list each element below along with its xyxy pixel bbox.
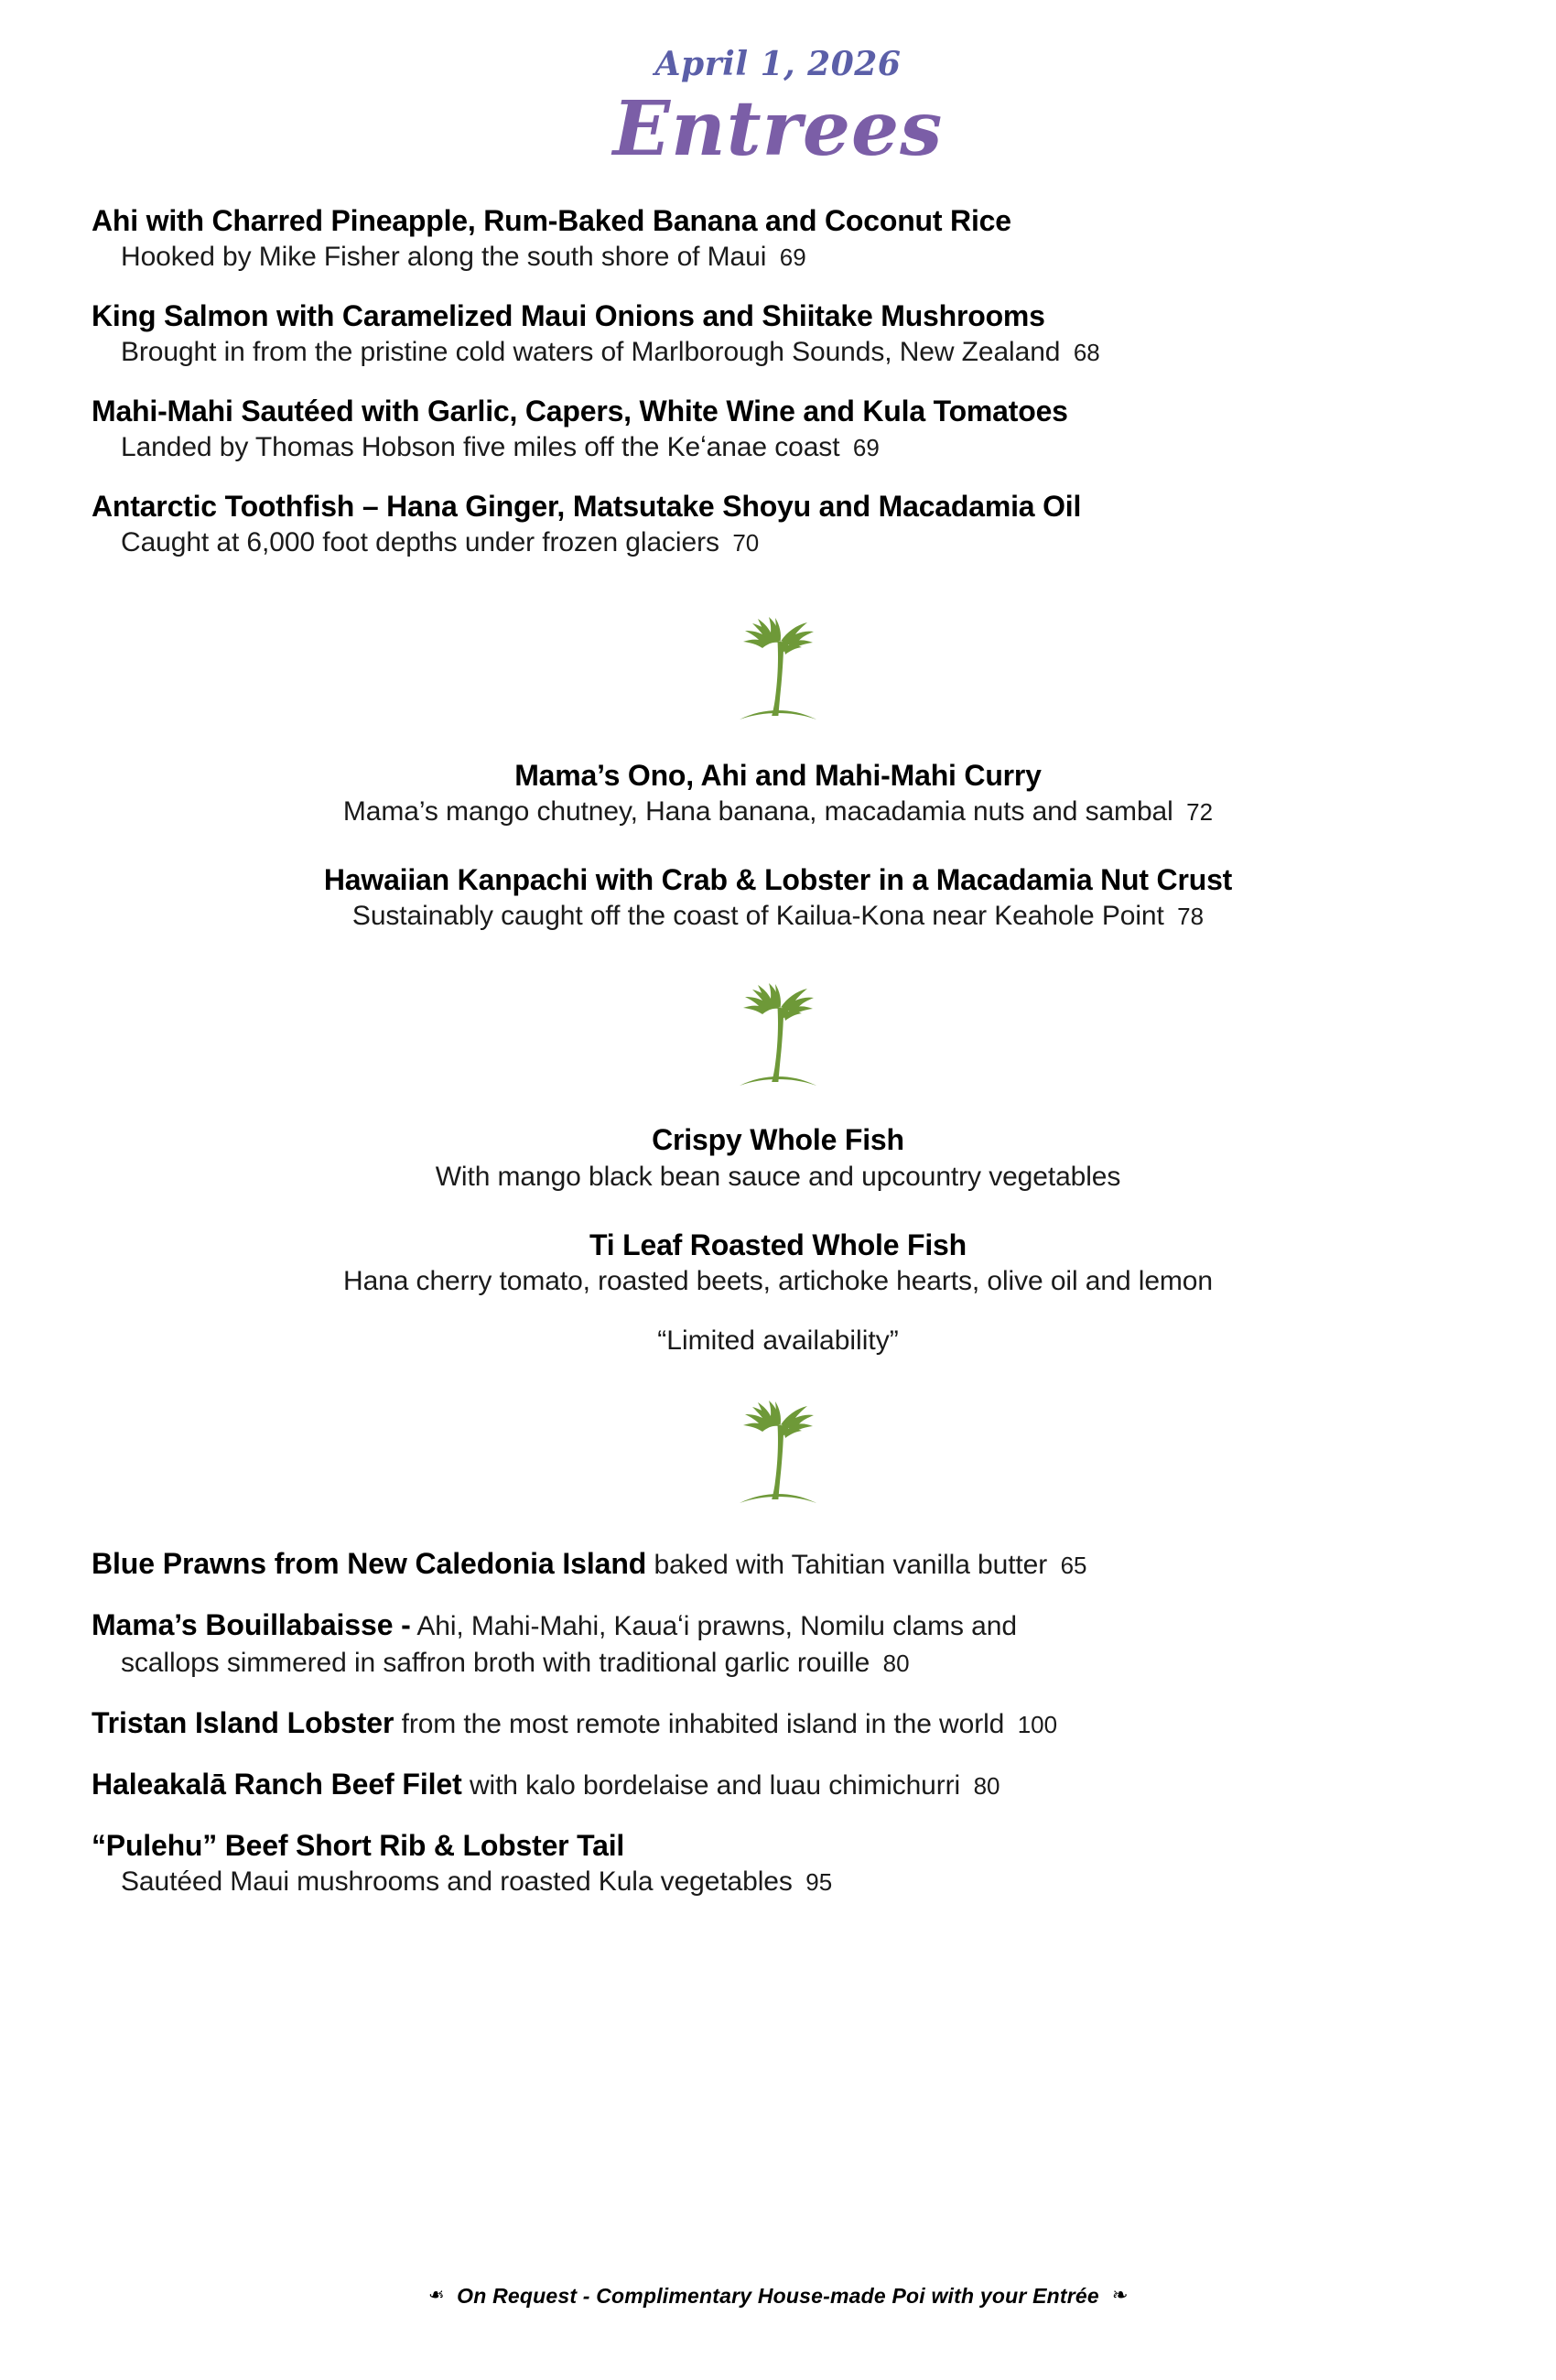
menu-item-desc-text: Hooked by Mike Fisher along the south shore of Maui: [121, 242, 767, 273]
menu-item-desc-text: from the most remote inhabited island in the world: [401, 1708, 1005, 1739]
menu-item-line: [92, 1704, 1464, 1743]
menu-item-title: King Salmon with Caramelized Maui Onions and Shiitake Mushrooms: [92, 299, 1045, 333]
menu-item-description: [92, 239, 1464, 275]
section-divider: [92, 979, 1464, 1087]
menu-item-title: Mama’s Bouillabaisse -: [92, 1608, 411, 1642]
menu-item-title: “Pulehu” Beef Short Rib & Lobster Tail: [92, 1828, 625, 1862]
menu-header: [92, 0, 1464, 172]
menu-item-title: Mahi-Mahi Sautéed with Garlic, Capers, White Wine and Kula Tomatoes: [92, 395, 1068, 428]
menu-item-price: 80: [973, 1772, 1000, 1801]
menu-item-price: 72: [1186, 798, 1214, 827]
menu-item: [92, 1545, 1464, 1584]
menu-item-price: 69: [852, 434, 880, 462]
menu-item-description: Hana cherry tomato, roasted beets, artichoke hearts, olive oil and lemon: [343, 1265, 1213, 1296]
menu-item-line: [92, 1606, 1464, 1681]
menu-item: [92, 1766, 1464, 1804]
menu-item-desc-text: Brought in from the pristine cold waters of Marlborough Sounds, New Zealand: [121, 337, 1061, 368]
menu-item-description: [92, 794, 1464, 829]
menu-date: April 1, 2026: [654, 45, 902, 83]
footer-note: On Request - Complimentary House-made Poi with your Entrée: [457, 2284, 1099, 2308]
menu-item-desc-text: Ahi, Mahi-Mahi, Kauaʻi prawns, Nomilu clams and: [416, 1611, 1017, 1642]
menu-item: [92, 203, 1464, 275]
menu-footer: [0, 2284, 1556, 2309]
menu-item-price: 78: [1177, 903, 1205, 931]
menu-item-description: [92, 334, 1464, 370]
menu-section-two: [92, 758, 1464, 934]
menu-item-desc-text: with kalo bordelaise and luau chimichurri: [469, 1770, 961, 1801]
menu-item-desc-text: baked with Tahitian vanilla butter: [654, 1549, 1048, 1580]
menu-item: [92, 489, 1464, 560]
menu-item-price: 95: [805, 1867, 833, 1896]
menu-item-desc-continued: scallops simmered in saffron broth with traditional garlic rouille 80: [121, 1647, 910, 1678]
menu-section-one: [92, 203, 1464, 560]
menu-section-three: [92, 1122, 1464, 1358]
menu-item-desc-text: Mama’s mango chutney, Hana banana, macadamia nuts and sambal: [342, 796, 1173, 828]
menu-item-desc-text: Caught at 6,000 foot depths under frozen glaciers: [121, 527, 719, 558]
menu-item-line: [92, 1766, 1464, 1804]
leaf-ornament-icon: ❧: [427, 2285, 445, 2306]
menu-item-title: Crispy Whole Fish: [652, 1123, 904, 1157]
menu-item-description: [92, 525, 1464, 560]
menu-item-title: Mama’s Ono, Ahi and Mahi-Mahi Curry: [514, 759, 1042, 793]
section-divider: [92, 1397, 1464, 1505]
availability-note: “Limited availability”: [657, 1325, 899, 1356]
menu-item: [92, 862, 1464, 934]
menu-item-title: Ahi with Charred Pineapple, Rum-Baked Banana and Coconut Rice: [92, 204, 1011, 238]
menu-item-description: With mango black bean sauce and upcountry vegetables: [435, 1161, 1121, 1192]
menu-item-title: Haleakalā Ranch Beef Filet: [92, 1768, 462, 1801]
menu-item-price: 70: [732, 529, 760, 557]
menu-item-desc-text: Sautéed Maui mushrooms and roasted Kula vegetables: [121, 1866, 793, 1897]
menu-item: [92, 1828, 1464, 1899]
palm-tree-icon: [732, 1397, 824, 1505]
menu-item: [92, 1228, 1464, 1299]
menu-item-title: Blue Prawns from New Caledonia Island: [92, 1546, 647, 1580]
menu-item-description: [92, 1864, 1464, 1899]
menu-item-desc-text: Sustainably caught off the coast of Kailua-Kona near Keahole Point: [351, 901, 1164, 932]
menu-item-desc-text: Landed by Thomas Hobson five miles off the Keʻanae coast: [121, 432, 840, 463]
menu-item: [92, 298, 1464, 370]
palm-tree-icon: [732, 613, 824, 721]
menu-item: [92, 1122, 1464, 1194]
menu-section-four: [92, 1545, 1464, 1899]
menu-item-title: Tristan Island Lobster: [92, 1705, 394, 1739]
menu-item-price: 69: [779, 243, 806, 272]
menu-item-title: Ti Leaf Roasted Whole Fish: [589, 1228, 967, 1261]
menu-item-line: [92, 1545, 1464, 1584]
section-divider: [92, 613, 1464, 721]
menu-item-title: Antarctic Toothfish – Hana Ginger, Matsutake Shoyu and Macadamia Oil: [92, 490, 1082, 524]
menu-item-price: 80: [882, 1649, 910, 1677]
page-title: Entrees: [612, 85, 944, 173]
menu-item-title: Hawaiian Kanpachi with Crab & Lobster in a Macadamia Nut Crust: [323, 863, 1233, 897]
leaf-ornament-icon: ❧: [1111, 2285, 1129, 2306]
palm-tree-icon: [732, 979, 824, 1087]
menu-item-price: 100: [1017, 1710, 1058, 1738]
menu-item-description: [92, 429, 1464, 465]
menu-item-price: 68: [1073, 339, 1100, 367]
menu-item-price: 65: [1060, 1551, 1087, 1579]
menu-item-description: [92, 898, 1464, 934]
menu-item: [92, 758, 1464, 829]
menu-item: [92, 1606, 1464, 1681]
menu-item: [92, 394, 1464, 465]
menu-item: [92, 1704, 1464, 1743]
